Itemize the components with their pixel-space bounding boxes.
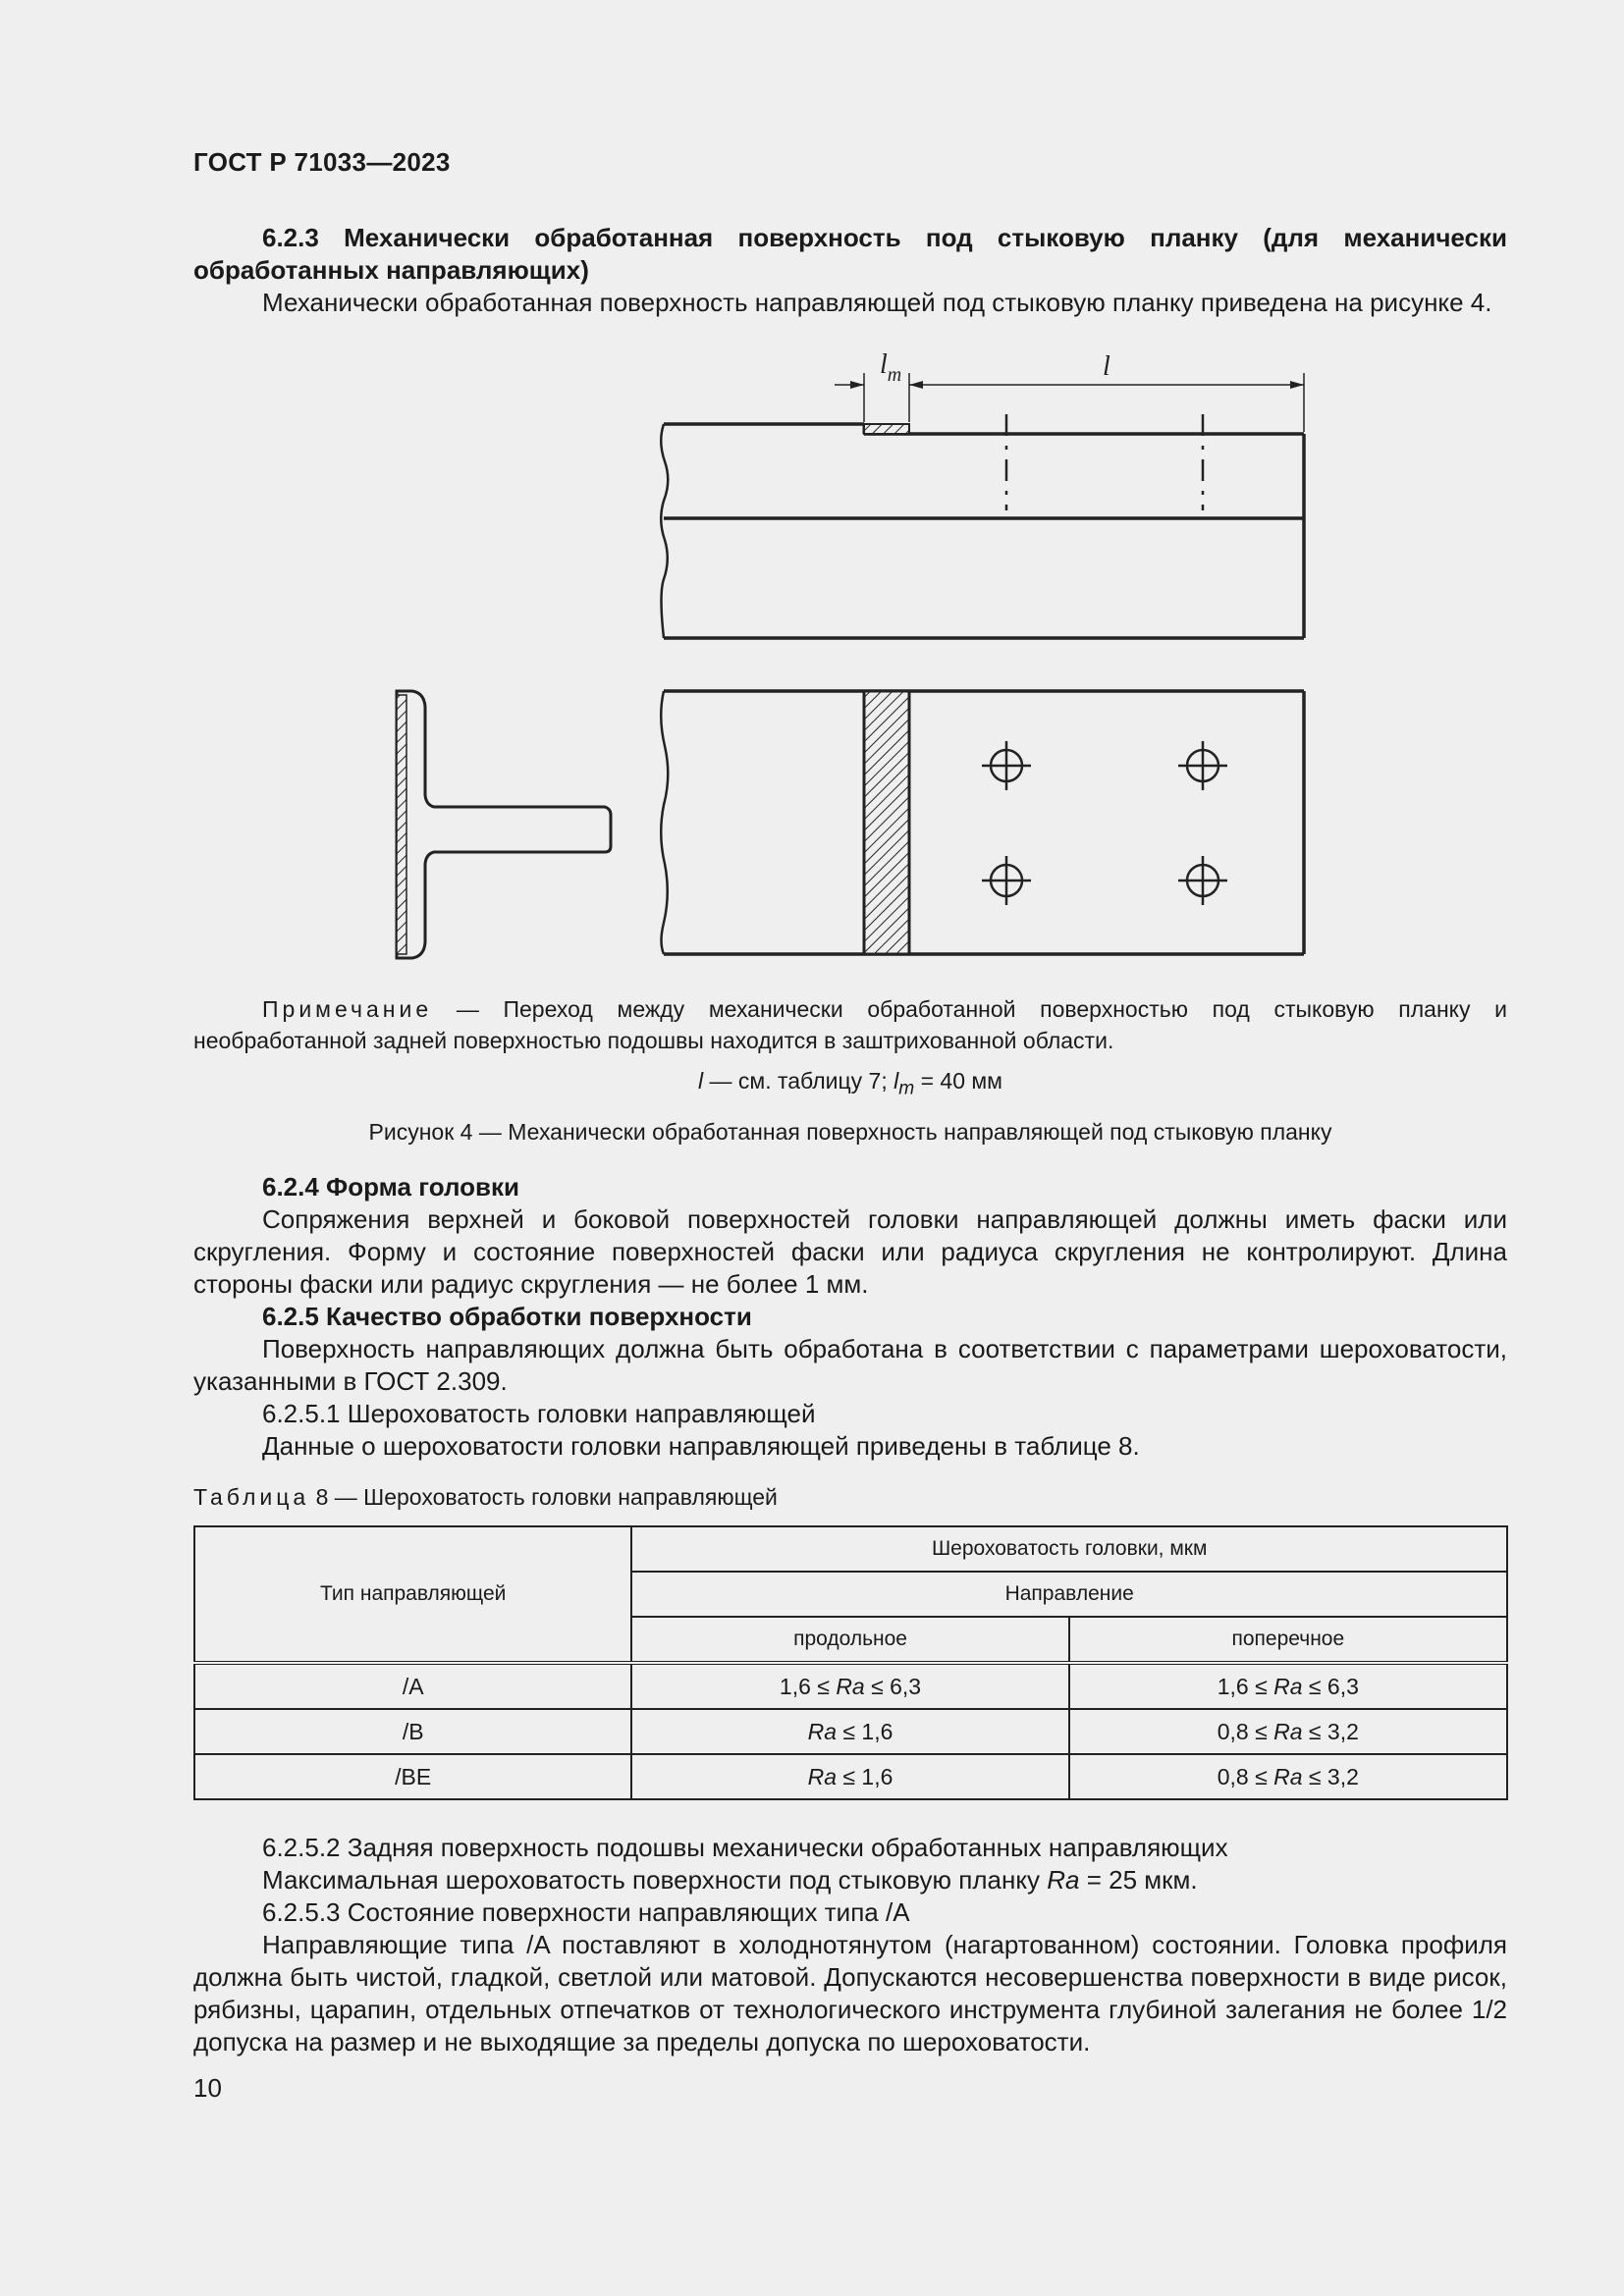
plan-view <box>661 691 1304 954</box>
paragraph: Поверхность направляющих должна быть обработана в соответствии с параметрами шероховатости, указанными в ГОСТ 2.309. <box>193 1334 1507 1396</box>
section-title: 6.2.5 Качество обработки поверхности <box>262 1302 752 1331</box>
paragraph: Максимальная шероховатость поверхности под стыковую планку Ra = 25 мкм. <box>262 1865 1198 1895</box>
sections-6-2-5-2-6-2-5-3 <box>193 1832 1507 2058</box>
table-row: /BE Ra ≤ 1,6 0,8 ≤ Ra ≤ 3,2 <box>194 1754 1507 1799</box>
header-longitudinal: продольное <box>631 1617 1068 1663</box>
section-6-2-3 <box>193 222 1507 319</box>
sections-6-2-4-6-2-5 <box>193 1171 1507 1463</box>
figure-note <box>193 993 1507 1056</box>
table-caption: Таблица 8 — Шероховатость головки направляющей <box>193 1484 778 1510</box>
dim-l-label: l <box>1103 351 1110 382</box>
table-row: /B Ra ≤ 1,6 0,8 ≤ Ra ≤ 3,2 <box>194 1709 1507 1754</box>
paragraph: Сопряжения верхней и боковой поверхностей головки направляющей должны иметь фаски или скругления. Форму и состояние поверхностей фаски или радиуса скругления не контролируют. Длина стороны фаски или радиус скругления — не более 1 мм. <box>193 1204 1507 1299</box>
note-text: — Переход между механически обработанной поверхностью под стыковую планку и необработанной задней поверхностью подошвы находится в заштрихованной области. <box>193 996 1507 1053</box>
page-number: 10 <box>193 2073 222 2103</box>
header-type: Тип направляющей <box>194 1526 631 1663</box>
table-row: /A 1,6 ≤ Ra ≤ 6,3 1,6 ≤ Ra ≤ 6,3 <box>194 1663 1507 1709</box>
paragraph: Механически обработанная поверхность направляющей под стыковую планку приведена на рисунке 4. <box>262 288 1492 317</box>
side-view <box>661 349 1304 638</box>
paragraph: Данные о шероховатости головки направляющей приведены в таблице 8. <box>262 1431 1140 1461</box>
header-transverse: поперечное <box>1069 1617 1507 1663</box>
section-title: 6.2.4 Форма головки <box>262 1172 519 1201</box>
profile-section <box>397 691 611 958</box>
note-prefix: Примечание <box>262 996 433 1022</box>
dim-lm-label: $l_m$ <box>880 349 902 386</box>
table-8 <box>193 1525 1508 1800</box>
figure-4-drawing <box>373 344 1335 972</box>
subsection-title: 6.2.5.2 Задняя поверхность подошвы механически обработанных направляющих <box>262 1833 1228 1862</box>
paragraph: Направляющие типа /A поставляют в холоднотянутом (нагартованном) состоянии. Головка профиля должна быть чистой, гладкой, светлой или матовой. Допускаются несовершенства поверхности в виде рисок, рябизны, царапин, отдельных отпечатков от технологического инструмента глубиной залегания не более 1/2 допуска на размер и не выходящие за пределы допуска по шероховатости. <box>193 1930 1507 2056</box>
document-header: ГОСТ Р 71033—2023 <box>193 147 451 177</box>
figure-caption: Рисунок 4 — Механически обработанная поверхность направляющей под стыковую планку <box>368 1119 1332 1145</box>
subsection-title: 6.2.5.3 Состояние поверхности направляющих типа /A <box>262 1897 910 1927</box>
section-title: 6.2.3 Механически обработанная поверхность под стыковую планку (для механически обработанных направляющих) <box>193 223 1507 285</box>
header-direction: Направление <box>631 1572 1507 1617</box>
subsection-title: 6.2.5.1 Шероховатость головки направляющей <box>262 1399 816 1428</box>
figure-legend: l — см. таблицу 7; $l_m = 40$ мм <box>697 1068 1002 1099</box>
header-roughness: Шероховатость головки, мкм <box>631 1526 1507 1572</box>
